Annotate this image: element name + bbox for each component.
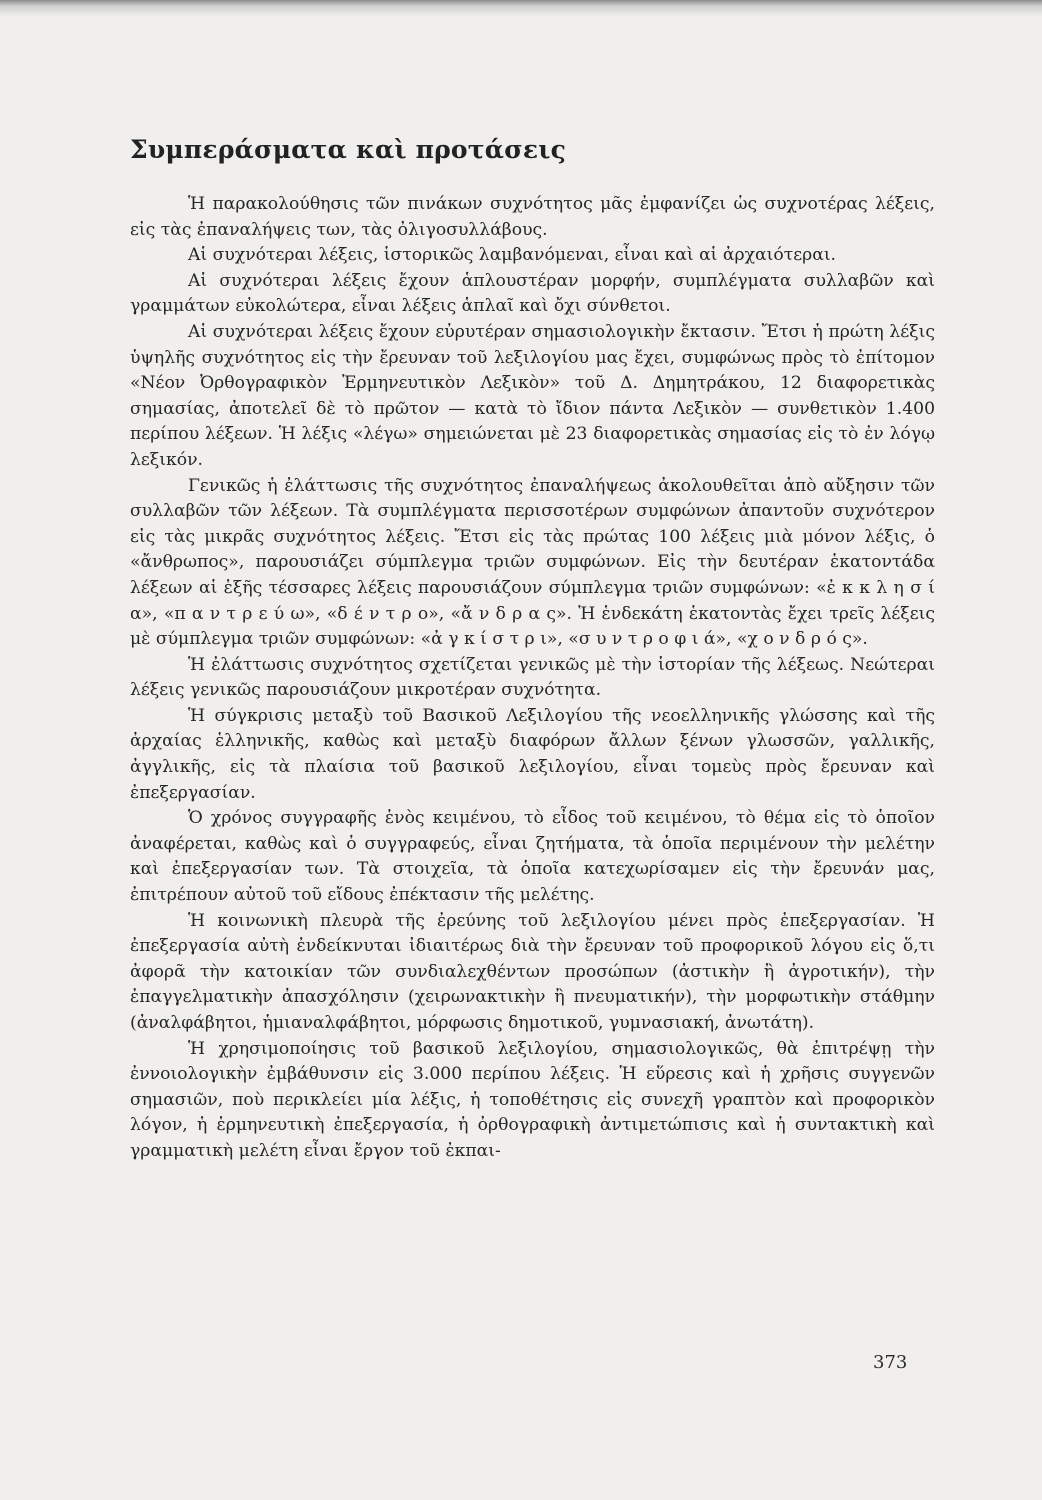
paragraph: Ἡ χρησιμοποίησις τοῦ βασικοῦ λεξιλογίου, σημασιολογικῶς, θὰ ἐπιτρέψῃ τὴν ἐννοιολογικὴν ἐμβάθυνσιν εἰς 3.000 περίπου λέξεις. Ἡ εὕρεσις καὶ ἡ χρῆσις συγγενῶν σημασιῶν, ποὺ περικλείει μία λέξις, ἡ τοποθέτησις εἰς συνεχῆ γραπτὸν καὶ προφορικὸν λόγον, ἡ ἑρμηνευτικὴ ἐπεξεργασία, ἡ ὀρθογραφικὴ ἀντιμετώπισις καὶ ἡ συντακτικὴ καὶ γραμματικὴ μελέτη εἶναι ἔργον τοῦ ἐκπαι- (130, 1038, 935, 1161)
paragraph: Ἡ κοινωνικὴ πλευρὰ τῆς ἐρεύνης τοῦ λεξιλογίου μένει πρὸς ἐπεξεργασίαν. Ἡ ἐπεξεργασία αὐτὴ ἐνδείκνυται ἰδιαιτέρως διὰ τὴν ἔρευναν τοῦ προφορικοῦ λόγου εἰς ὅ,τι ἀφορᾶ τὴν κατοικίαν τῶν συνδιαλεχθέντων προσώπων (ἀστικὴν ἢ ἀγροτικήν), τὴν ἐπαγγελματικὴν ἀπασχόλησιν (χειρωνακτικὴν ἢ πνευματικήν), τὴν μορφωτικὴν στάθμην (ἀναλφάβητοι, ἡμιαναλφάβητοι, μόρφωσις δημοτικοῦ, γυμνασιακή, ἀνωτάτη). (130, 910, 935, 1033)
paragraph: Αἱ συχνότεραι λέξεις, ἱστορικῶς λαμβανόμεναι, εἶναι καὶ αἱ ἀρχαιότεραι. (188, 245, 837, 266)
paragraph: Αἱ συχνότεραι λέξεις ἔχουν εὐρυτέραν σημασιολογικὴν ἔκτασιν. Ἔτσι ἡ πρώτη λέξις ὑψηλῆς συχνότητος εἰς τὴν ἔρευναν τοῦ λεξιλογίου μας ἔχει, συμφώνως πρὸς τὸ ἐπίτομον «Νέον Ὀρθογραφικὸν Ἑρμηνευτικὸν Λεξικὸν» τοῦ Δ. Δημητράκου, 12 διαφορετικὰς σημασίας, ἀποτελεῖ δὲ τὸ πρῶτον — κατὰ τὸ ἴδιον πάντα Λεξικὸν — συνθετικὸν 1.400 περίπου λέξεων. Ἡ λέξις «λέγω» σημειώνεται μὲ 23 διαφορετικὰς σημασίας εἰς τὸ ἐν λόγῳ λεξικόν. (130, 321, 935, 470)
paragraph: Γενικῶς ἡ ἐλάττωσις τῆς συχνότητος ἐπαναλήψεως ἀκολουθεῖται ἀπὸ αὔξησιν τῶν συλλαβῶν τῶν λέξεων. Τὰ συμπλέγματα περισσοτέρων συμφώνων ἀπαντοῦν συχνότερον εἰς τὰς μικρᾶς συχνότητος λέξεις. Ἔτσι εἰς τὰς πρώτας 100 λέξεις μιὰ μόνον λέξις, ὁ «ἄνθρωπος», παρουσιάζει σύμπλεγμα τριῶν συμφώνων. Εἰς τὴν δευτέραν ἑκατοντάδα λέξεων αἱ ἑξῆς τέσσαρες λέξεις παρουσιάζουν σύμπλεγμα τριῶν συμφώνων: «ἐ κ κ λ η σ ί α», «π α ν τ ρ ε ύ ω», «δ έ ν τ ρ ο», «ἄ ν δ ρ α ς». Ἡ ἑνδεκάτη ἑκατοντὰς ἔχει τρεῖς λέξεις μὲ σύμπλεγμα τριῶν συμφώνων: «ἀ γ κ ί σ τ ρ ι», «σ υ ν τ ρ ο φ ι ά», «χ ο ν δ ρ ό ς». (130, 475, 935, 650)
paragraph: Αἱ συχνότεραι λέξεις ἔχουν ἁπλουστέραν μορφήν, συμπλέγματα συλλαβῶν καὶ γραμμάτων εὐκολώτερα, εἶναι λέξεις ἁπλαῖ καὶ ὄχι σύνθετοι. (130, 270, 935, 317)
page-number: 373 (873, 1352, 908, 1373)
paragraph: Ἡ παρακολούθησις τῶν πινάκων συχνότητος μᾶς ἐμφανίζει ὡς συχνοτέρας λέξεις, εἰς τὰς ἐπαναλήψεις των, τὰς ὀλιγοσυλλάβους. (130, 194, 935, 240)
section-heading: Συμπεράσματα καὶ προτάσεις (130, 135, 566, 164)
paragraph: Ἡ ἐλάττωσις συχνότητος σχετίζεται γενικῶς μὲ τὴν ἱστορίαν τῆς λέξεως. Νεώτεραι λέξεις γενικῶς παρουσιάζουν μικροτέραν συχνότητα. (130, 654, 935, 701)
body-text (130, 192, 935, 1165)
page-content (130, 135, 935, 1165)
paragraph: Ὁ χρόνος συγγραφῆς ἑνὸς κειμένου, τὸ εἶδος τοῦ κειμένου, τὸ θέμα εἰς τὸ ὁποῖον ἀναφέρεται, καθὼς καὶ ὁ συγγραφεύς, εἶναι ζητήματα, τὰ ὁποῖα περιμένουν τὴν μελέτην καὶ ἐπεξεργασίαν των. Τὰ στοιχεῖα, τὰ ὁποῖα κατεχωρίσαμεν εἰς τὴν ἔρευνάν μας, ἐπιτρέπουν αὐτοῦ τοῦ εἴδους ἐπέκτασιν τῆς μελέτης. (130, 808, 935, 906)
paragraph: Ἡ σύγκρισις μεταξὺ τοῦ Βασικοῦ Λεξιλογίου τῆς νεοελληνικῆς γλώσσης καὶ τῆς ἀρχαίας ἑλληνικῆς, καθὼς καὶ μεταξὺ διαφόρων ἄλλων ξένων γλωσσῶν, γαλλικῆς, ἀγγλικῆς, εἰς τὰ πλαίσια τοῦ βασικοῦ λεξιλογίου, εἶναι τομεὺς πρὸς ἔρευναν καὶ ἐπεξεργασίαν. (130, 705, 935, 803)
scan-edge-shadow (0, 0, 1042, 16)
